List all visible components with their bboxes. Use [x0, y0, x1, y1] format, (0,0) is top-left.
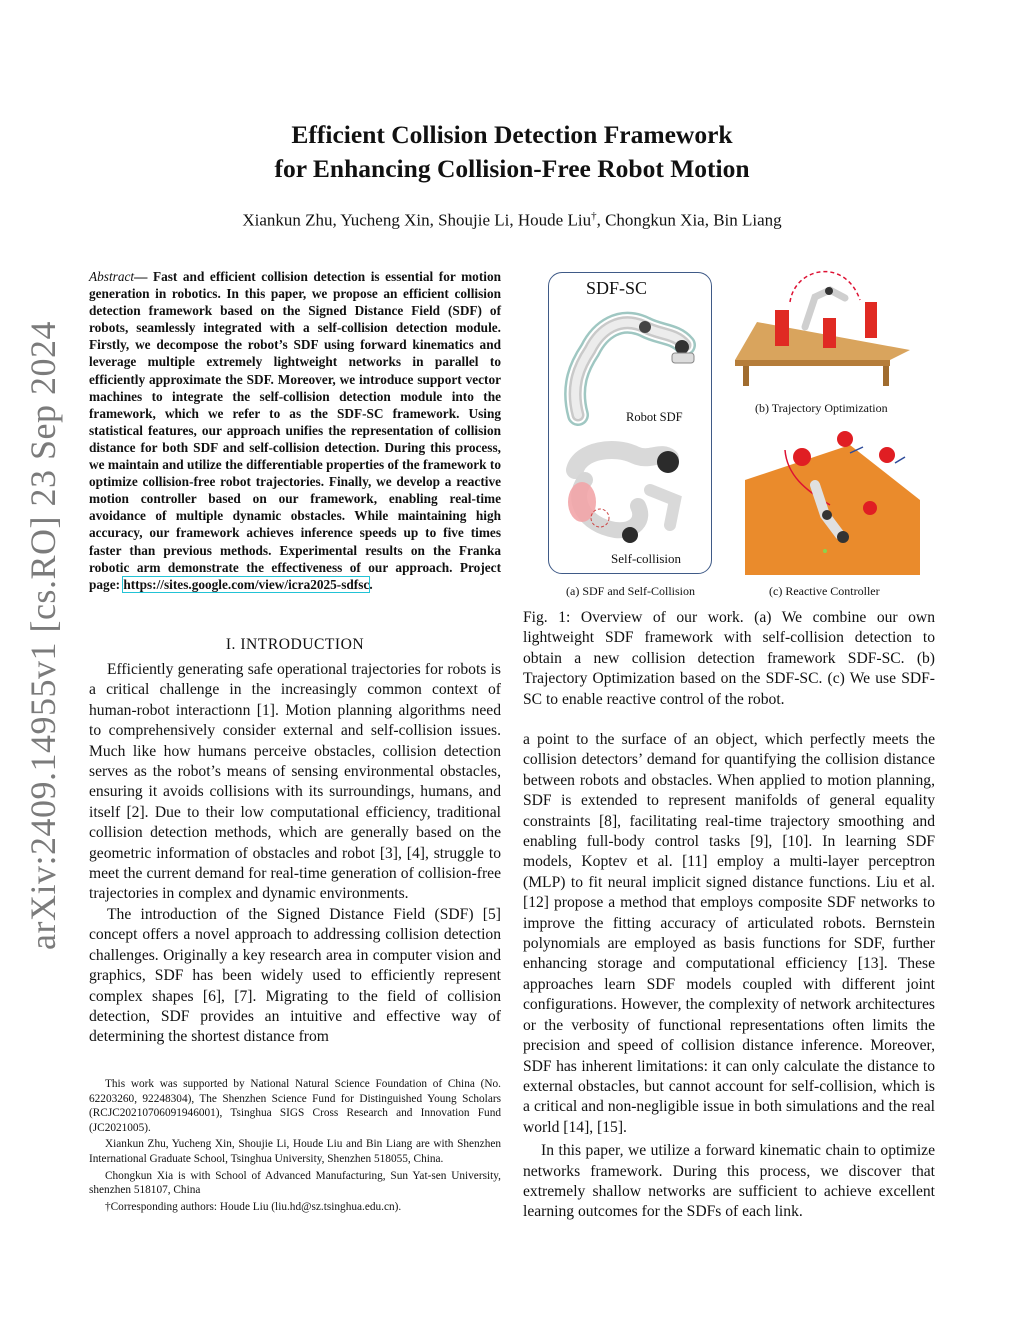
robot-sdf-label: Robot SDF: [626, 410, 683, 424]
project-page-link[interactable]: https://sites.google.com/view/icra2025-sdfsc: [123, 576, 370, 592]
sdf-sc-label: SDF-SC: [586, 278, 648, 298]
author-list: [120, 210, 904, 231]
introduction-text: [89, 660, 501, 1048]
self-collision-label: Self-collision: [611, 551, 682, 566]
abstract: [89, 268, 501, 593]
authors-rest: , Chongkun Xia, Bin Liang: [596, 210, 782, 230]
intro-paragraph-2: The introduction of the Signed Distance Field (SDF) [5] concept offers a novel approach to addressing collision detection challenges. Originally a key research area in computer vision and graphics, SDF has been widely used to efficiently represent complex shapes [6], [7]. Migrating to the field of collision detection, SDF provides an intuitive and effective way of determining the shortest distance from: [89, 905, 501, 1046]
subcaption-b: (b) Trajectory Optimization: [755, 401, 888, 415]
abstract-text: — Fast and efficient collision detection is essential for motion generation in robotics. In this paper, we propose an efficient collision detection framework based on the Signed Distance Field (SDF) of robots, seamlessly integrated with a self-collision detection module. Firstly, we decompose the robot’s SDF using forward kinematics and leverage multiple extremely lightweight networks in parallel to efficiently approximate the SDF. Moreover, we introduce support vector machines to integrate the self-collision detection module into the framework, which we refer to as the SDF-SC framework. Using statistical features, our approach unifies the representation of collision distance for both SDF and self-collision detection. During this process, we maintain and utilize the differentiable properties of the framework to optimize collision-free robot trajectories. Finally, we develop a reactive motion controller based on our framework, enabling real-time avoidance of multiple dynamic obstacles. While maintaining high accuracy, our framework achieves inference speeds up to five times faster than previous methods. Experimental results on the Franka robotic arm demonstrate the effectiveness of our approach. Project page:: [89, 269, 501, 592]
subcaption-c: (c) Reactive Controller: [769, 584, 880, 598]
subcaption-a: (a) SDF and Self-Collision: [566, 584, 695, 598]
right-paragraph-1: a point to the surface of an object, which perfectly meets the collision detectors’ demand for quantifying the collision distance between robots and obstacles. When applied to motion planning, SDF is extended to represent manifolds of general equality constraints [8], facilitating real-time trajectory smoothing and enabling full-body control tasks [9], [10]. In learning SDF models, Koptev et al. [11] employ a multi-layer perceptron (MLP) to fit neural implicit signed distance functions. Liu et al. [12] propose a method that employs composite SDF networks to improve the fitting accuracy of articulated robots. Bernstein polynomials are employed as basis functions for SDF, further enhancing storage and computational efficiency [13]. These approaches learn SDF models coupled with different joint configurations. However, the complexity of network architectures or the verbosity of functional representations often limits the precision and speed of collision distance inference. Moreover, SDF has inherent limitations: it can only calculate the distance to external obstacles, but cannot account for self-collision, which is a critical and non-negligible issue in both simulations and the real world [14], [15].: [523, 731, 935, 1136]
reactive-controller-illustration: [745, 425, 920, 577]
robot-sdf-illustration: [560, 305, 705, 425]
title-line-1: Efficient Collision Detection Framework: [291, 120, 733, 149]
self-collision-illustration: [560, 440, 705, 550]
footnote-corresponding: †Corresponding authors: Houde Liu (liu.hd@sz.tsinghua.edu.cn).: [105, 1200, 402, 1213]
trajectory-optimization-illustration: [735, 262, 910, 397]
authors-first: Xiankun Zhu, Yucheng Xin, Shoujie Li, Houde Liu: [242, 210, 592, 230]
abstract-label: Abstract: [89, 269, 135, 284]
footnote-funding: This work was supported by National Natural Science Foundation of China (No. 62203260, 92248304), The Shenzhen Science Fund for Distinguished Young Scholars (RCJC20210706091946001), Tsinghua SIGS Cross Research and Innovation Fund (JC2021005).: [89, 1078, 501, 1134]
figure-caption: Fig. 1: Overview of our work. (a) We combine our own lightweight SDF framework with self-collision detection to obtain a new collision detection framework SDF-SC. (b) Trajectory Optimization based on the SDF-SC. (c) We use SDF-SC to enable reactive control of the robot.: [523, 609, 935, 708]
arxiv-identifier: arXiv:2409.14955v1 [cs.RO] 23 Sep 2024: [23, 321, 63, 950]
right-column-text: [523, 730, 935, 1223]
paper-title: [160, 118, 864, 186]
title-line-2: for Enhancing Collision-Free Robot Motion: [274, 154, 750, 183]
abstract-end: .: [369, 576, 373, 592]
footnote-affiliation-1: Xiankun Zhu, Yucheng Xin, Shoujie Li, Houde Liu and Bin Liang are with Shenzhen International Graduate School, Tsinghua University, Shenzhen 518055, China.: [89, 1138, 501, 1165]
footnotes: [89, 1077, 501, 1216]
section-heading-introduction: I. INTRODUCTION: [225, 636, 365, 653]
footnote-affiliation-2: Chongkun Xia is with School of Advanced Manufacturing, Sun Yat-sen University, shenzhen 518107, China: [89, 1169, 501, 1197]
dagger-mark: †: [591, 210, 597, 222]
intro-paragraph-1: Efficiently generating safe operational trajectories for robots is a critical challenge in the increasingly common context of human-robot interactionn [1]. Motion planning algorithms need to comprehensively consider external and self-collision issues. Much like how humans perceive obstacles, collision detection serves as the robot’s means of sensing environmental obstacles, ensuring it avoids collisions with its surroundings, humans, and itself [2]. Due to their low computational efficiency, traditional collision detection methods, which are generally based on the geometric information of obstacles and robot [3], [4], struggle to meet the current demand for real-time generation of collision-free trajectories in complex and dynamic environments.: [89, 661, 501, 903]
right-paragraph-2: In this paper, we utilize a forward kinematic chain to optimize networks framework. During this process, we discover that extremely shallow networks are sufficient to achieve excellent learning outcomes for the SDFs of each link.: [523, 1142, 935, 1221]
